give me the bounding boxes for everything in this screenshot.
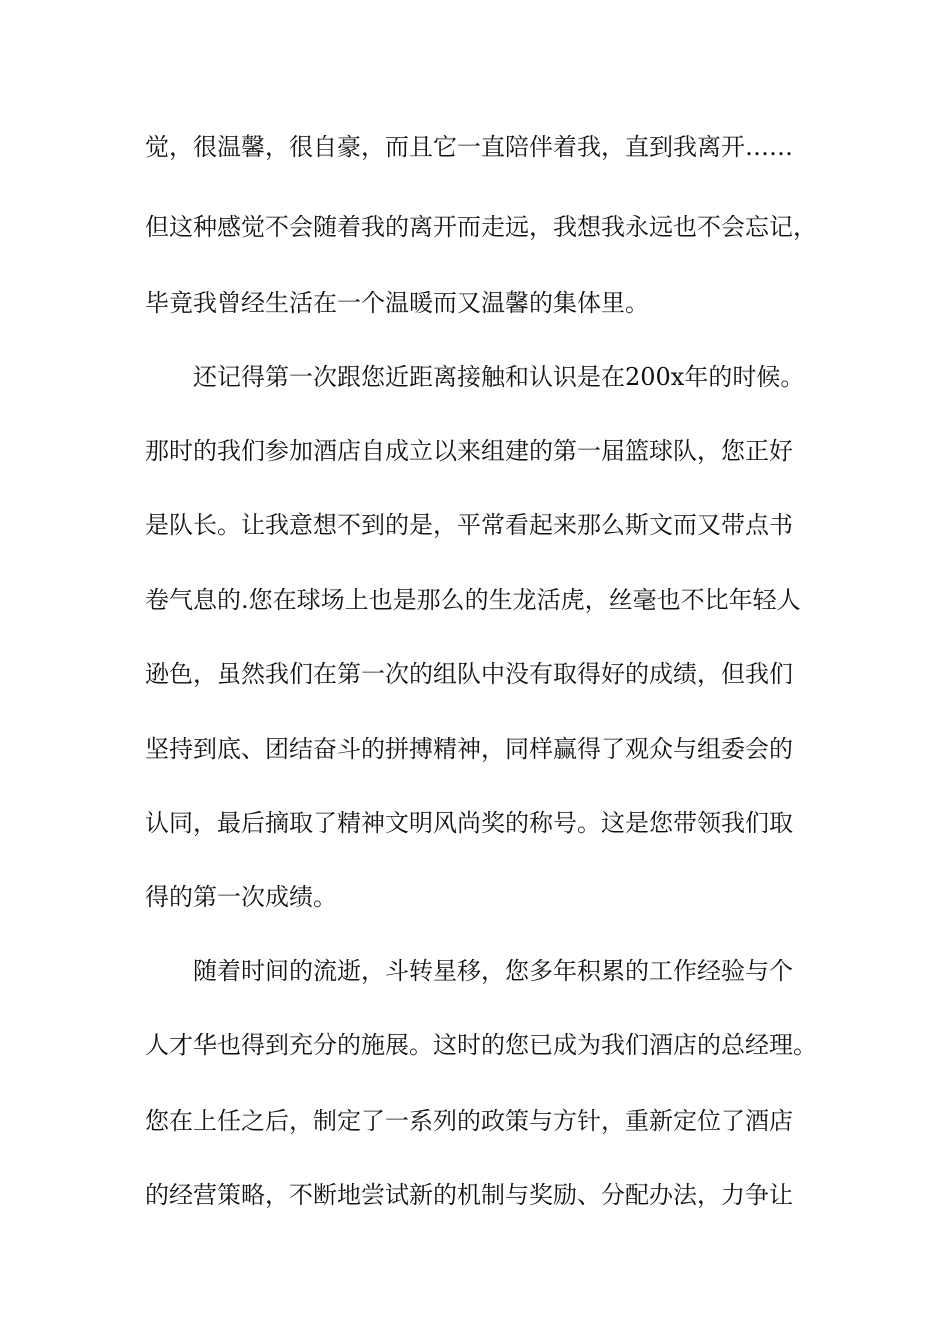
text-line: 的经营策略，不断地尝试新的机制与奖励、分配办法，力争让: [145, 1181, 793, 1209]
paragraph-first-line: 随着时间的流逝，斗转星移，您多年积累的工作经验与个: [193, 957, 793, 985]
text-line: 毕竟我曾经生活在一个温暖而又温馨的集体里。: [145, 289, 649, 317]
text-line: 逊色，虽然我们在第一次的组队中没有取得好的成绩，但我们: [145, 660, 793, 688]
text-line: 卷气息的.您在球场上也是那么的生龙活虎，丝毫也不比年轻人: [145, 586, 801, 614]
text-line: 是队长。让我意想不到的是，平常看起来那么斯文而又带点书: [145, 511, 793, 539]
text-line: 坚持到底、团结奋斗的拼搏精神，同样赢得了观众与组委会的: [145, 735, 793, 763]
text-line: 认同，最后摘取了精神文明风尚奖的称号。这是您带领我们取: [145, 809, 793, 837]
paragraph-first-line: 还记得第一次跟您近距离接触和认识是在200x年的时候。: [193, 363, 805, 391]
text-line: 那时的我们参加酒店自成立以来组建的第一届篮球队，您正好: [145, 437, 793, 465]
text-line: 您在上任之后，制定了一系列的政策与方针，重新定位了酒店: [145, 1107, 793, 1135]
text-line: 得的第一次成绩。: [145, 883, 337, 911]
text-line: 觉，很温馨，很自豪，而且它一直陪伴着我，直到我离开……: [145, 133, 793, 161]
text-line: 人才华也得到充分的施展。这时的您已成为我们酒店的总经理。: [145, 1031, 817, 1059]
text-line: 但这种感觉不会随着我的离开而走远，我想我永远也不会忘记，: [145, 213, 817, 241]
